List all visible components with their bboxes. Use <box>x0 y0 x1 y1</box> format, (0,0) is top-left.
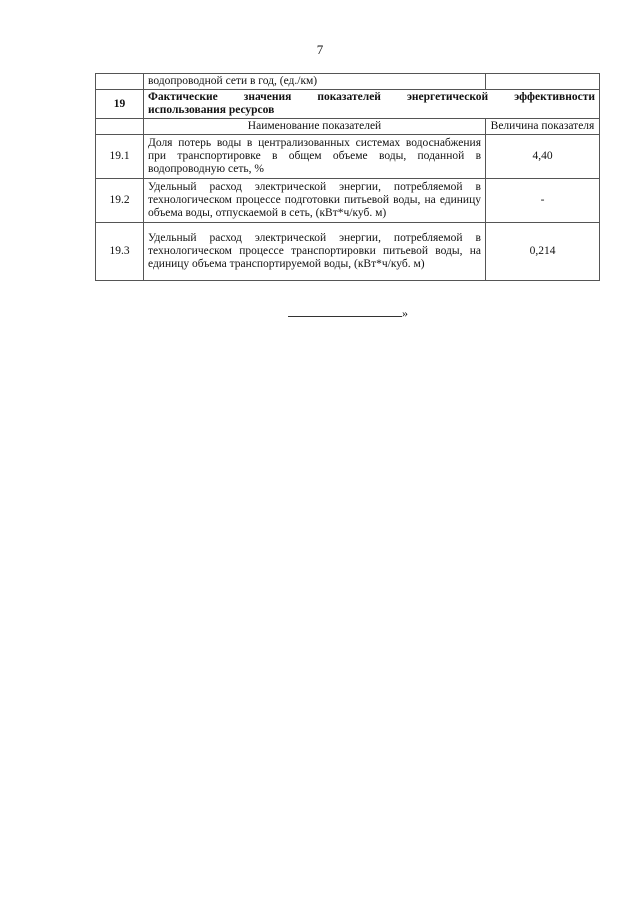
row-name: Доля потерь воды в централизованных системах водоснабжения при транспортировке в общем объеме воды, поданной в водопроводную сеть, % <box>144 135 486 179</box>
table-row <box>96 223 600 281</box>
header-num-cell <box>96 119 144 135</box>
table-row <box>96 179 600 223</box>
row-value: 0,214 <box>486 223 600 281</box>
closing-line <box>288 306 408 321</box>
section-title-line2: использования ресурсов <box>148 104 275 116</box>
indicators-table <box>95 73 600 281</box>
continuation-row <box>96 74 600 90</box>
continuation-name-cell: водопроводной сети в год, (ед./км) <box>144 74 486 90</box>
section-title <box>144 90 600 119</box>
row-number: 19.1 <box>96 135 144 179</box>
row-number: 19.2 <box>96 179 144 223</box>
closing-quote: » <box>402 306 408 320</box>
row-value: 4,40 <box>486 135 600 179</box>
row-value: - <box>486 179 600 223</box>
row-number: 19.3 <box>96 223 144 281</box>
section-number: 19 <box>96 90 144 119</box>
continuation-num-cell <box>96 74 144 90</box>
section-row <box>96 90 600 119</box>
header-row <box>96 119 600 135</box>
closing-rule <box>288 306 402 317</box>
header-value: Величина показателя <box>486 119 600 135</box>
section-title-line1: Фактические значения показателей энергетической эффективности <box>148 91 595 103</box>
page-number: 7 <box>316 42 324 57</box>
header-name: Наименование показателей <box>144 119 486 135</box>
continuation-value-cell <box>486 74 600 90</box>
row-name: Удельный расход электрической энергии, потребляемой в технологическом процессе транспортировки питьевой воды, на единицу объема транспортируемой воды, (кВт*ч/куб. м) <box>144 223 486 281</box>
table-row <box>96 135 600 179</box>
row-name: Удельный расход электрической энергии, потребляемой в технологическом процессе подготовки питьевой воды, на единицу объема воды, отпускаемой в сеть, (кВт*ч/куб. м) <box>144 179 486 223</box>
